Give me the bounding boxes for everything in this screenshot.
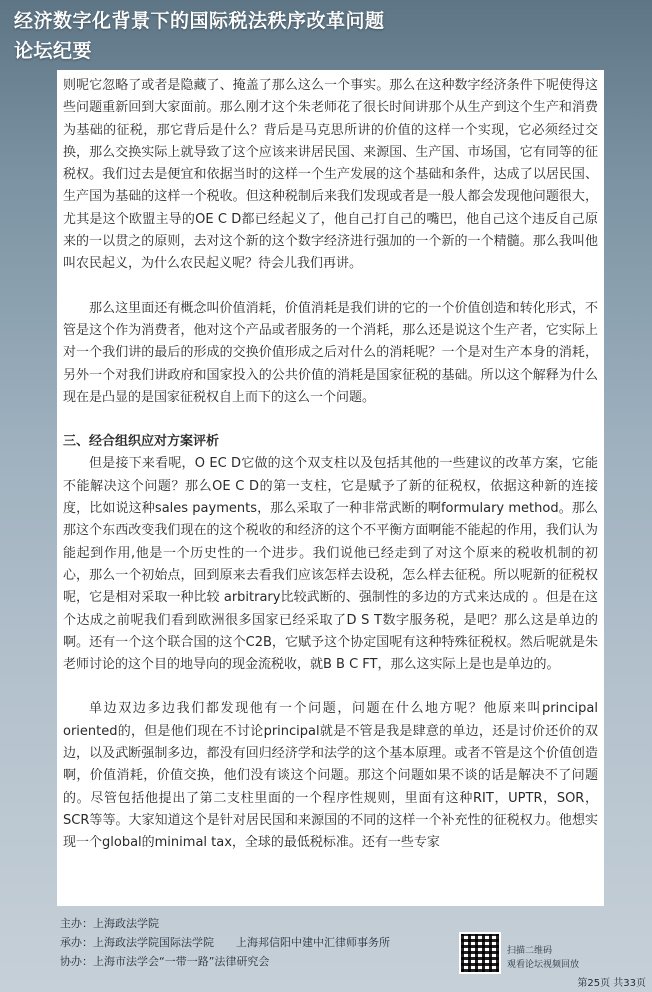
content-panel (57, 70, 604, 906)
qr-caption-line-2: 观看论坛视频回放 (507, 960, 580, 970)
paragraph-3: 但是接下来看呢，O EC D它做的这个双支柱以及包括其他的一些建议的改革方案，它能不能解决这个问题？那么OE C D的第一支柱，它是赋予了新的征税权，依据这种新的连接度，比如说这种sales payments，那么采取了一种非常武断的啊formulary method。那么那这个东西改变我们现在的这个税收的和经济的这个不平衡方面啊能不能起的作用，我们认为能起到作用,他是一个历史性的一个进步。我们说他已经走到了对这个原来的税收机制的初心，那么一个初始点，回到原来去看我们应该怎样去设税，怎么样去征税。所以呢新的征税权呢，它是相对采取一种比较 arbitrary比较武断的、强制性的多边的方式来达成的 。但是在这个达成之前呢我们看到欧洲很多国家已经采取了D S T数字服务税，是吧？那么这是单边的啊。还有一个这个联合国的这个C2B，它赋予这个协定国呢有这种特殊征税权。然后呢就是朱老师讨论的这个目的地导向的现金流税收，就B B C FT，那么这实际上是也是单边的。 (63, 456, 598, 673)
organizer-row (60, 933, 390, 952)
paragraph-1: 则呢它忽略了或者是隐藏了、掩盖了那么这么一个事实。那么在这种数字经济条件下呢使得这些问题重新回到大家面前。那么刚才这个朱老师花了很长时间讲那个从生产到这个生产和消费为基础的征税，那它背后是什么？背后是马克思所讲的价值的这样一个实现，它必须经过交换，那么交换实际上就导致了这个应该来讲居民国、来源国、生产国、市场国，它有同等的征税权。我们过去是便宜和依据当时的这样一个生产发展的这个基础和条件，达成了以居民国、生产国为基础的这样一个税收。但这种税制后来我们发现或者是一般人都会发现他问题很大，尤其是这个欧盟主导的OE C D都已经起义了，他自己打自己的嘴巴，他自己这个违反自己原来的一以贯之的原则，去对这个新的这个数字经济进行强加的一个新的一个精髓。那么我叫他叫农民起义，为什么农民起义呢？待会儿我们再讲。 (63, 78, 598, 272)
host-label: 主办： (60, 917, 93, 930)
footer-credits (60, 914, 390, 971)
page-number: 第25页 共33页 (577, 978, 646, 989)
paragraph-gap (63, 276, 598, 298)
qr-code-icon[interactable] (459, 932, 501, 974)
host-row (60, 914, 390, 933)
co-organizer-value: 上海市法学会“一带一路”法律研究会 (93, 955, 270, 968)
organizer-label: 承办： (60, 936, 93, 949)
co-organizer-label: 协办： (60, 955, 93, 968)
paragraph-4: 单边双边多边我们都发现他有一个问题，问题在什么地方呢？他原来叫principal oriented的，但是他们现在不讨论principal就是不管是我是肆意的单边，还是讨价还价的双边，以及武断强制多边，都没有回归经济学和法学的这个基本原理。或者不管是这个价值创造啊，价值消耗，价值交换，他们没有谈这个问题。那这个问题如果不谈的话是解决不了问题的。尽管包括他提出了第二支柱里面的一个程序性规则，里面有这种RIT，UPTR，SOR，SCR等等。大家知道这个是针对居民国和来源国的不同的这样一个补充性的征税权力。他想实现一个global的minimal tax，全球的最低税标准。还有一些专家 (63, 701, 598, 851)
organizer-value-2: 上海邦信阳中建中汇律师事务所 (236, 936, 390, 949)
document-subtitle: 论坛纪要 (14, 40, 93, 62)
co-organizer-row (60, 952, 390, 971)
paragraph-2: 那么这里面还有概念叫价值消耗，价值消耗是我们讲的它的一个价值创造和转化形式，不管是这个作为消费者，他对这个产品或者服务的一个消耗，那么还是说这个生产者，它实际上对一个我们讲的最后的形成的交换价值形成之后对什么的消耗呢？一个是对生产本身的消耗，另外一个对我们讲政府和国家投入的公共价值的消耗是国家征税的基础。所以这个解释为什么现在是凸显的是国家征税权自上而下的这么一个问题。 (63, 300, 598, 405)
paragraph-gap (63, 676, 598, 698)
qr-caption-line-1: 扫描二维码 (507, 946, 553, 956)
section-heading: 三、经合组织应对方案评析 (63, 434, 220, 450)
organizer-value-1: 上海政法学院国际法学院 (93, 936, 214, 949)
qr-caption (507, 944, 579, 972)
paragraph-gap (63, 409, 598, 431)
document-title: 经济数字化背景下的国际税法秩序改革问题 (14, 10, 385, 32)
host-value: 上海政法学院 (93, 917, 159, 930)
page-header (14, 6, 385, 66)
